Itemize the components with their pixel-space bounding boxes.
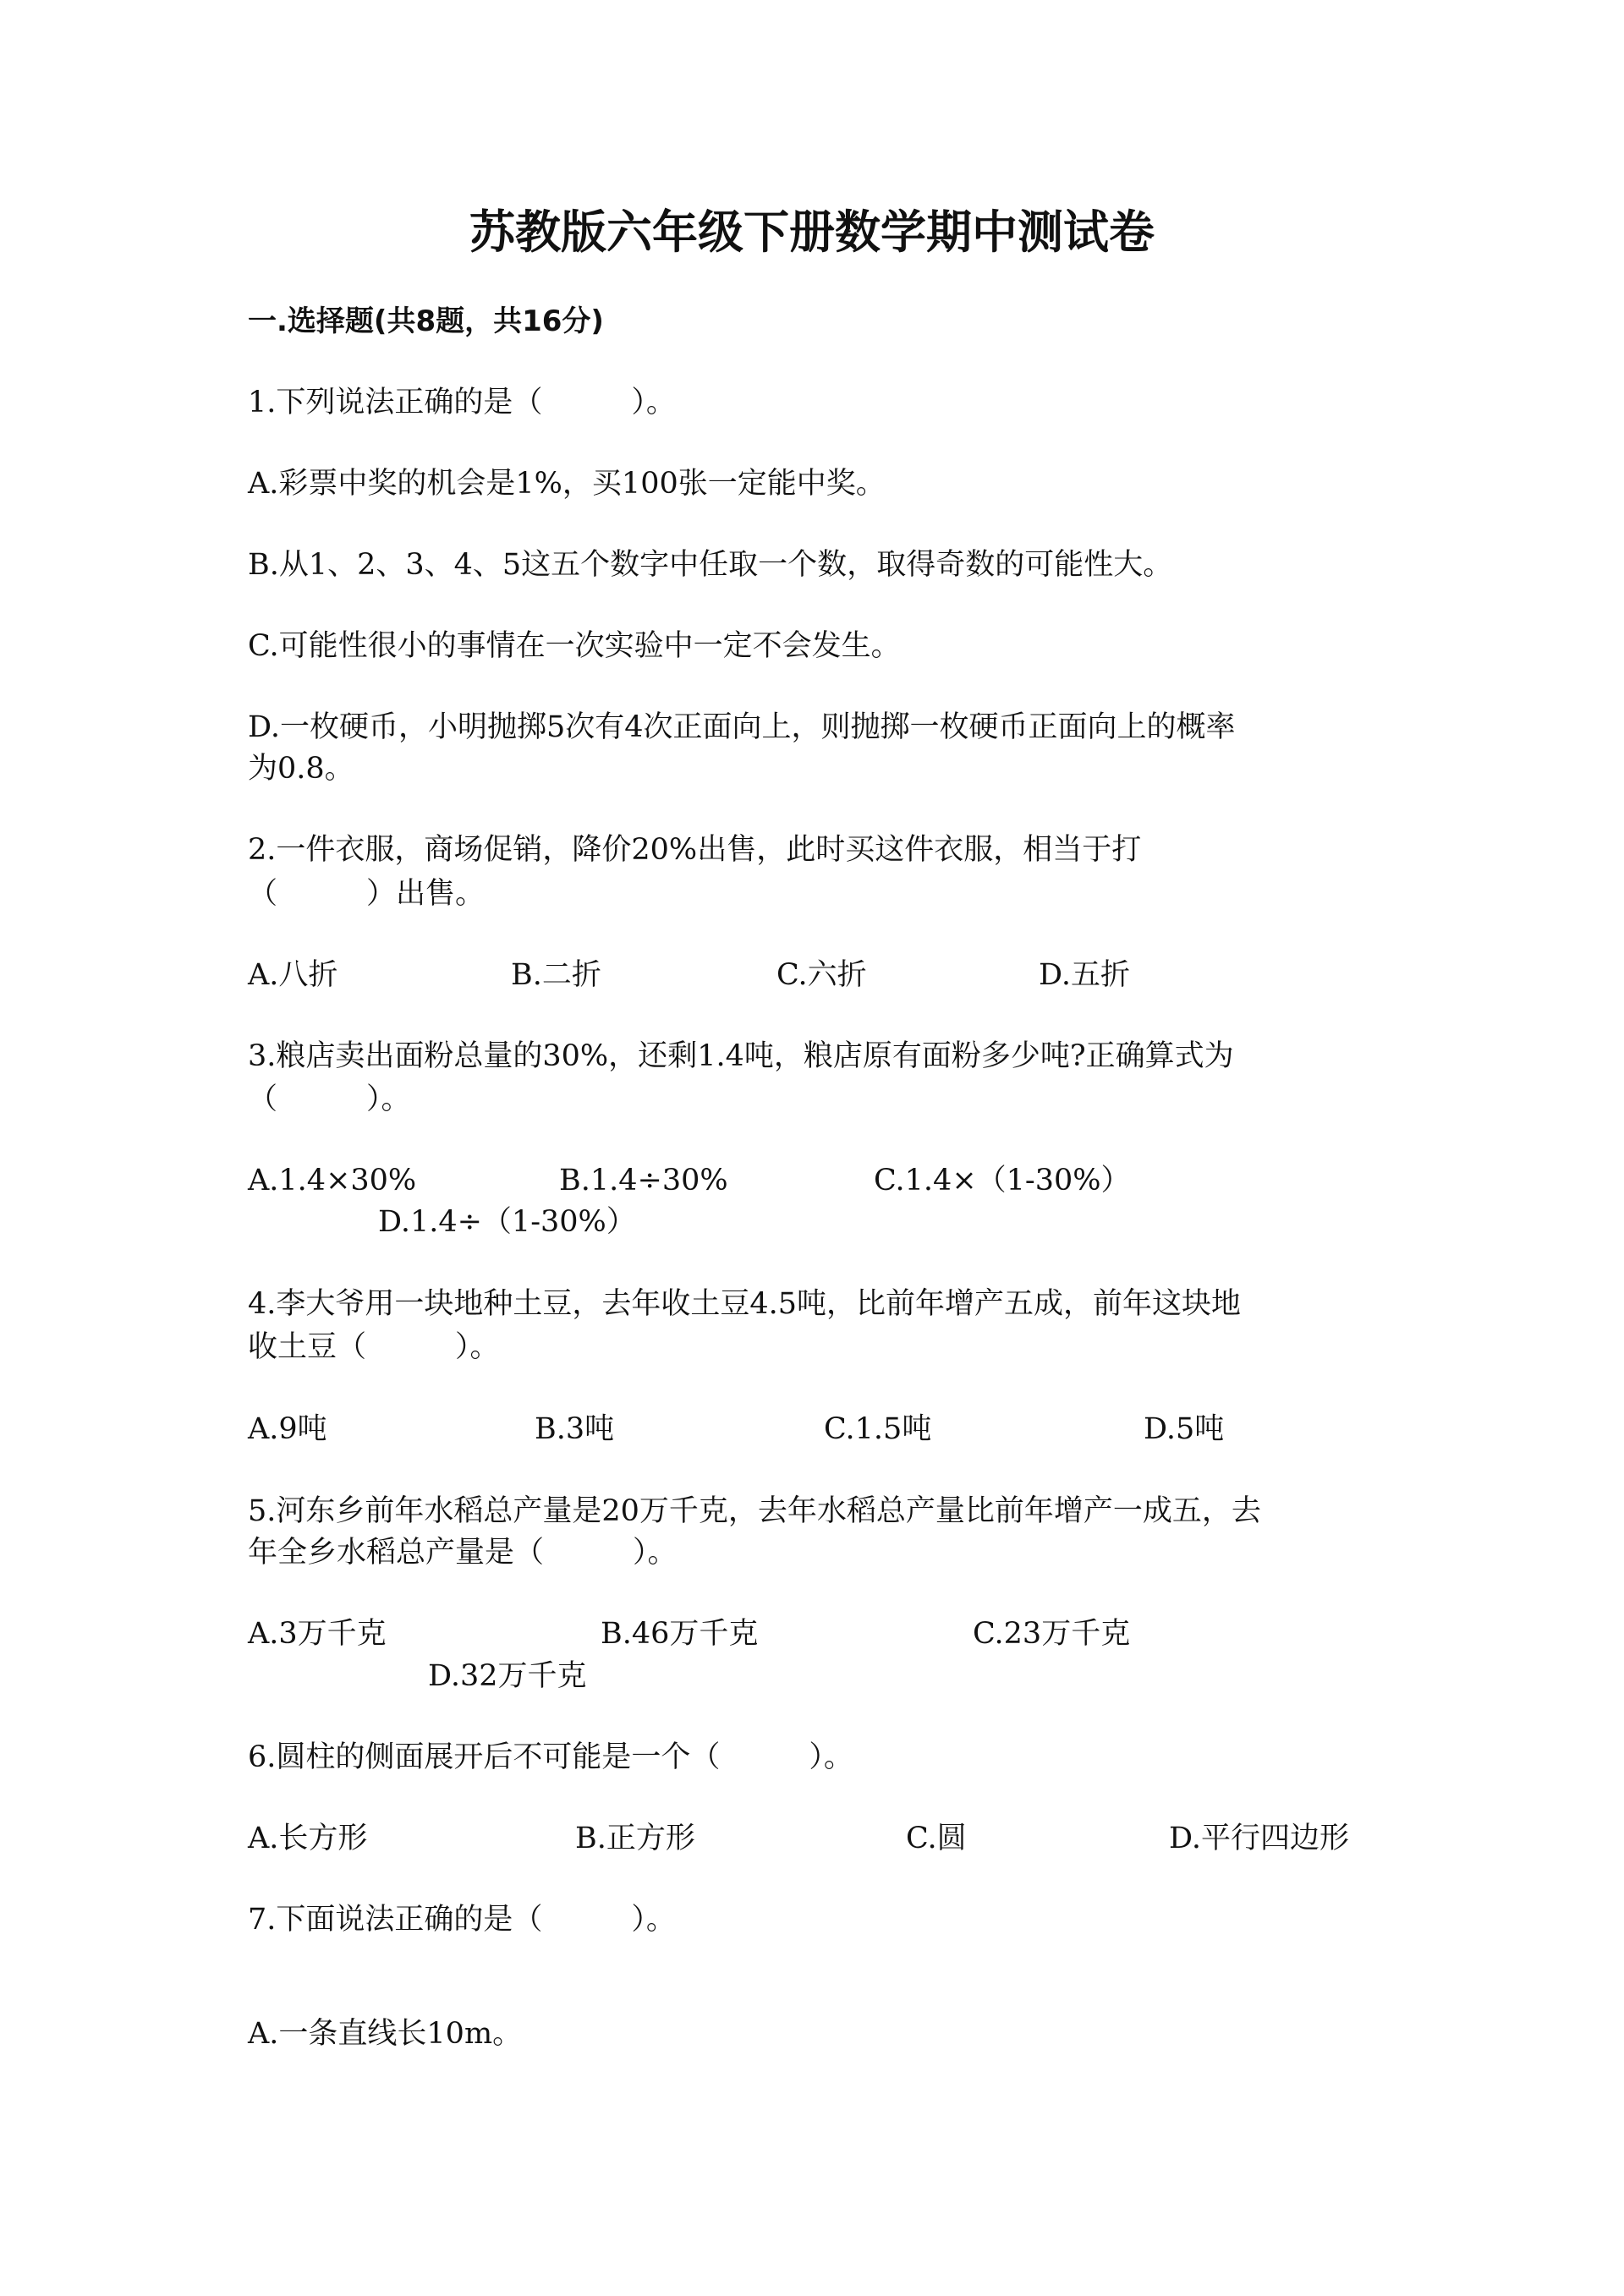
question-1: 1.下列说法正确的是（ ）。	[248, 386, 676, 419]
question-4-cont: 收土豆（ ）。	[248, 1330, 500, 1364]
q6-option-b: B.正方形	[575, 1822, 695, 1855]
question-4: 4.李大爷用一块地种土豆，去年收土豆4.5吨，比前年增产五成，前年这块地	[248, 1287, 1242, 1321]
q3-option-a: A.1.4×30%	[248, 1164, 417, 1197]
q1-option-c: C.可能性很小的事情在一次实验中一定不会发生。	[248, 629, 901, 663]
q4-option-d: D.5吨	[1144, 1412, 1225, 1446]
q4-option-b: B.3吨	[535, 1412, 615, 1446]
q3-option-d: D.1.4÷（1-30%）	[378, 1205, 636, 1239]
question-5: 5.河东乡前年水稻总产量是20万千克，去年水稻总产量比前年增产一成五，去	[248, 1494, 1261, 1528]
q6-option-c: C.圆	[906, 1822, 967, 1855]
q2-option-b: B.二折	[511, 958, 601, 992]
q4-option-c: C.1.5吨	[824, 1412, 932, 1446]
q6-option-d: D.平行四边形	[1169, 1822, 1349, 1855]
q2-option-d: D.五折	[1039, 958, 1130, 992]
section-heading: 一.选择题(共8题，共16分)	[248, 304, 604, 338]
q1-option-d: D.一枚硬币，小明抛掷5次有4次正面向上，则抛掷一枚硬币正面向上的概率	[248, 710, 1236, 744]
q5-option-d: D.32万千克	[428, 1659, 587, 1693]
q1-option-b: B.从1、2、3、4、5这五个数字中任取一个数，取得奇数的可能性大。	[248, 548, 1173, 582]
question-5-cont: 年全乡水稻总产量是（ ）。	[248, 1536, 678, 1570]
q3-option-b: B.1.4÷30%	[559, 1164, 728, 1197]
q7-option-a: A.一条直线长10m。	[248, 2017, 523, 2051]
q5-option-b: B.46万千克	[601, 1617, 759, 1651]
q2-option-c: C.六折	[776, 958, 867, 992]
question-3: 3.粮店卖出面粉总量的30%，还剩1.4吨，粮店原有面粉多少吨?正确算式为	[248, 1039, 1234, 1073]
q1-option-d-cont: 为0.8。	[248, 752, 354, 786]
q5-option-a: A.3万千克	[248, 1617, 387, 1651]
q3-option-c: C.1.4×（1-30%）	[874, 1164, 1131, 1197]
q6-option-a: A.长方形	[248, 1822, 368, 1855]
question-7: 7.下面说法正确的是（ ）。	[248, 1903, 676, 1937]
q4-option-a: A.9吨	[248, 1412, 327, 1446]
question-3-cont: （ ）。	[248, 1082, 411, 1116]
question-2: 2.一件衣服，商场促销，降价20%出售，此时买这件衣服，相当于打	[248, 833, 1142, 867]
question-6: 6.圆柱的侧面展开后不可能是一个（ ）。	[248, 1740, 853, 1774]
q1-option-a: A.彩票中奖的机会是1%，买100张一定能中奖。	[248, 467, 886, 501]
page-title: 苏教版六年级下册数学期中测试卷	[469, 205, 1155, 259]
question-2-cont: （ ）出售。	[248, 877, 486, 911]
q5-option-c: C.23万千克	[973, 1617, 1131, 1651]
q2-option-a: A.八折	[248, 958, 338, 992]
